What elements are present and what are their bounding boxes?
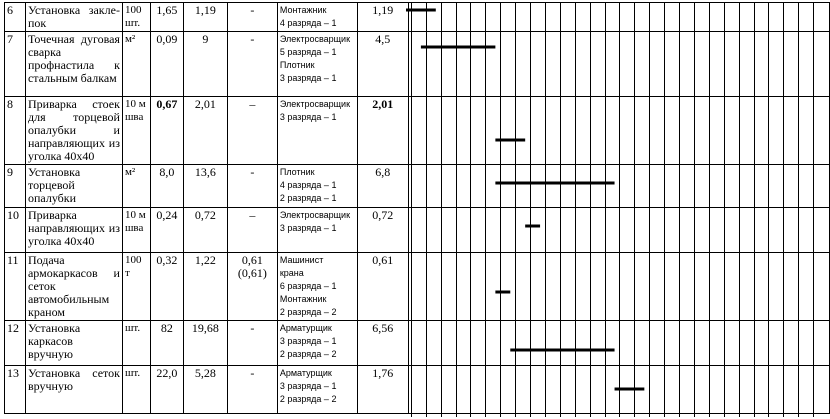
work-name: Установка сеток вручную — [25, 366, 122, 414]
unit-cell: 100 шт. — [122, 3, 150, 32]
gantt-cell — [408, 97, 829, 165]
unit-cell: м² — [122, 165, 150, 208]
machine-cell: – — [227, 97, 277, 165]
row-number: 7 — [5, 32, 26, 97]
unit-cell: шт. — [122, 321, 150, 366]
per-day-cell: 6,56 — [357, 321, 408, 366]
gantt-cell — [408, 165, 829, 208]
work-name: Приварка направляющих из уголка 40x40 — [25, 208, 122, 253]
table-row — [5, 165, 830, 208]
table-row — [5, 97, 830, 165]
unit-cell: м² — [122, 32, 150, 97]
table-row — [5, 32, 830, 97]
gantt-cell — [408, 253, 829, 321]
row-number: 6 — [5, 3, 26, 32]
labor-cell: 1,19 — [183, 3, 227, 32]
norm-cell: 0,24 — [150, 208, 183, 253]
row-number: 13 — [5, 366, 26, 414]
crew-cell: Арматурщик 3 разряда – 1 2 разряда – 2 — [277, 366, 357, 414]
labor-cell: 19,68 — [183, 321, 227, 366]
row-number: 11 — [5, 253, 26, 321]
gantt-cell — [408, 321, 829, 366]
norm-cell: 0,09 — [150, 32, 183, 97]
work-schedule-table — [4, 2, 830, 414]
norm-cell: 1,65 — [150, 3, 183, 32]
crew-cell: Электросварщик 3 разряда – 1 — [277, 97, 357, 165]
work-name: Приварка стоек для торцевой опалубки и направляющих из уголка 40x40 — [25, 97, 122, 165]
norm-cell: 22,0 — [150, 366, 183, 414]
per-day-cell: 0,72 — [357, 208, 408, 253]
machine-cell: - — [227, 32, 277, 97]
per-day-cell: 1,19 — [357, 3, 408, 32]
per-day-cell: 2,01 — [357, 97, 408, 165]
norm-cell: 0,67 — [150, 97, 183, 165]
per-day-cell: 6,8 — [357, 165, 408, 208]
crew-cell: Электросварщик 5 разряда – 1 Плотник 3 разряда – 1 — [277, 32, 357, 97]
crew-cell: Электросварщик 3 разряда – 1 — [277, 208, 357, 253]
labor-cell: 0,72 — [183, 208, 227, 253]
gantt-cell — [408, 208, 829, 253]
per-day-cell: 4,5 — [357, 32, 408, 97]
unit-cell: 10 м шва — [122, 97, 150, 165]
gantt-cell — [408, 3, 829, 32]
row-number: 9 — [5, 165, 26, 208]
row-number: 10 — [5, 208, 26, 253]
labor-cell: 5,28 — [183, 366, 227, 414]
work-name: Подача армокаркасов и сеток автомобильным краном — [25, 253, 122, 321]
table-row — [5, 366, 830, 414]
per-day-cell: 0,61 — [357, 253, 408, 321]
labor-cell: 2,01 — [183, 97, 227, 165]
row-number: 12 — [5, 321, 26, 366]
table-row — [5, 253, 830, 321]
gantt-cell — [408, 366, 829, 414]
labor-cell: 1,22 — [183, 253, 227, 321]
unit-cell: 10 м шва — [122, 208, 150, 253]
norm-cell: 82 — [150, 321, 183, 366]
per-day-cell: 1,76 — [357, 366, 408, 414]
row-number: 8 — [5, 97, 26, 165]
crew-cell: Машинист крана 6 разряда – 1 Монтажник 2 разряда – 2 — [277, 253, 357, 321]
norm-cell: 8,0 — [150, 165, 183, 208]
table-row — [5, 208, 830, 253]
machine-cell: - — [227, 321, 277, 366]
crew-cell: Плотник 4 разряда – 1 2 разряда – 1 — [277, 165, 357, 208]
work-name: Установка каркасов вручную — [25, 321, 122, 366]
gantt-cell — [408, 32, 829, 97]
crew-cell: Арматурщик 3 разряда – 1 2 разряда – 2 — [277, 321, 357, 366]
machine-cell: - — [227, 165, 277, 208]
machine-cell: – — [227, 208, 277, 253]
table-row — [5, 321, 830, 366]
machine-cell: 0,61 (0,61) — [227, 253, 277, 321]
labor-cell: 13,6 — [183, 165, 227, 208]
table-row — [5, 3, 830, 32]
machine-cell: - — [227, 3, 277, 32]
machine-cell: - — [227, 366, 277, 414]
unit-cell: 100 т — [122, 253, 150, 321]
work-name: Точечная дуговая сварка профнастила к стальным балкам — [25, 32, 122, 97]
labor-cell: 9 — [183, 32, 227, 97]
work-name: Установка заклепок — [25, 3, 122, 32]
crew-cell: Монтажник 4 разряда – 1 — [277, 3, 357, 32]
unit-cell: шт. — [122, 366, 150, 414]
norm-cell: 0,32 — [150, 253, 183, 321]
work-name: Установка торцевой опалубки — [25, 165, 122, 208]
